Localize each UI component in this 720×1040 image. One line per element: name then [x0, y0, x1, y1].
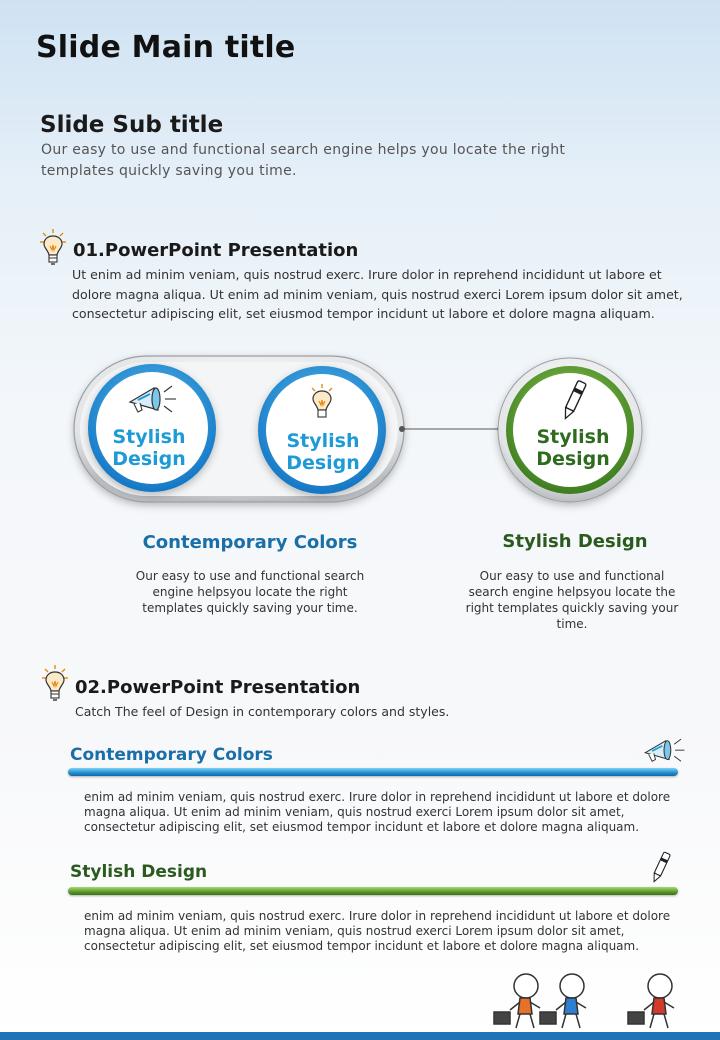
column1-title: Contemporary Colors: [142, 532, 358, 553]
bar1-line: [68, 768, 678, 776]
circle1-label: Stylish Design: [112, 426, 186, 470]
bar2-title: Stylish Design: [70, 862, 208, 882]
megaphone-icon: [640, 734, 688, 768]
bar1-body: enim ad minim veniam, quis nostrud exerc. Irure dolor in reprehend incididunt ut labore et dolore magna aliqua. Ut enim ad minim veniam, quis nostrud exerci Lorem ipsum dolor sit amet, consectetur adipiscing elit, set eiusmod tempor incidunt et labore et dolore magna aliquam.: [84, 790, 671, 834]
pen-icon: [648, 850, 672, 886]
section1-title: 01.PowerPoint Presentation: [73, 240, 359, 261]
circle2-label: Stylish Design: [286, 430, 360, 474]
lightbulb-icon: [40, 664, 70, 704]
page-subtitle: Slide Sub title: [40, 112, 224, 138]
column2-title: Stylish Design: [502, 531, 648, 552]
section2-subtitle: Catch The feel of Design in contemporary colors and styles.: [75, 704, 450, 719]
section2-title: 02.PowerPoint Presentation: [75, 677, 361, 698]
bar1-title: Contemporary Colors: [70, 745, 273, 765]
page-subtitle-description: Our easy to use and functional search engine helps you locate the right templates quickly saving you time.: [41, 142, 566, 179]
bar2-line: [68, 887, 678, 895]
megaphone-icon: [124, 380, 180, 420]
column2-body: Our easy to use and functional search engine helpsyou locate the right templates quickly saving your time.: [465, 569, 679, 631]
lightbulb-icon: [307, 383, 337, 423]
column1-body: Our easy to use and functional search engine helpsyou locate the right templates quickly saving your time.: [135, 569, 365, 615]
section1-body: Ut enim ad minim veniam, quis nostrud exerc. Irure dolor in reprehend incididunt ut labore et dolore magna aliqua. Ut enim ad minim veniam, quis nostrud exerci Lorem ipsum dolor sit amet, consectetur adipiscing elit, set eiusmod tempor incidunt ut labore et dolore magna aliquam.: [72, 267, 683, 321]
circle3-label: Stylish Design: [536, 426, 610, 470]
bar2-body: enim ad minim veniam, quis nostrud exerc. Irure dolor in reprehend incididunt ut labore et dolore magna aliqua. Ut enim ad minim veniam, quis nostrud exerci Lorem ipsum dolor sit amet, consectetur adipiscing elit, set eiusmod tempor incidunt et labore et dolore magna aliquam.: [84, 909, 671, 953]
page-title: Slide Main title: [36, 30, 296, 65]
pen-icon: [558, 378, 588, 424]
lightbulb-icon: [38, 228, 68, 268]
business-figures-illustration: [490, 968, 690, 1032]
bottom-strip: [0, 1032, 720, 1040]
